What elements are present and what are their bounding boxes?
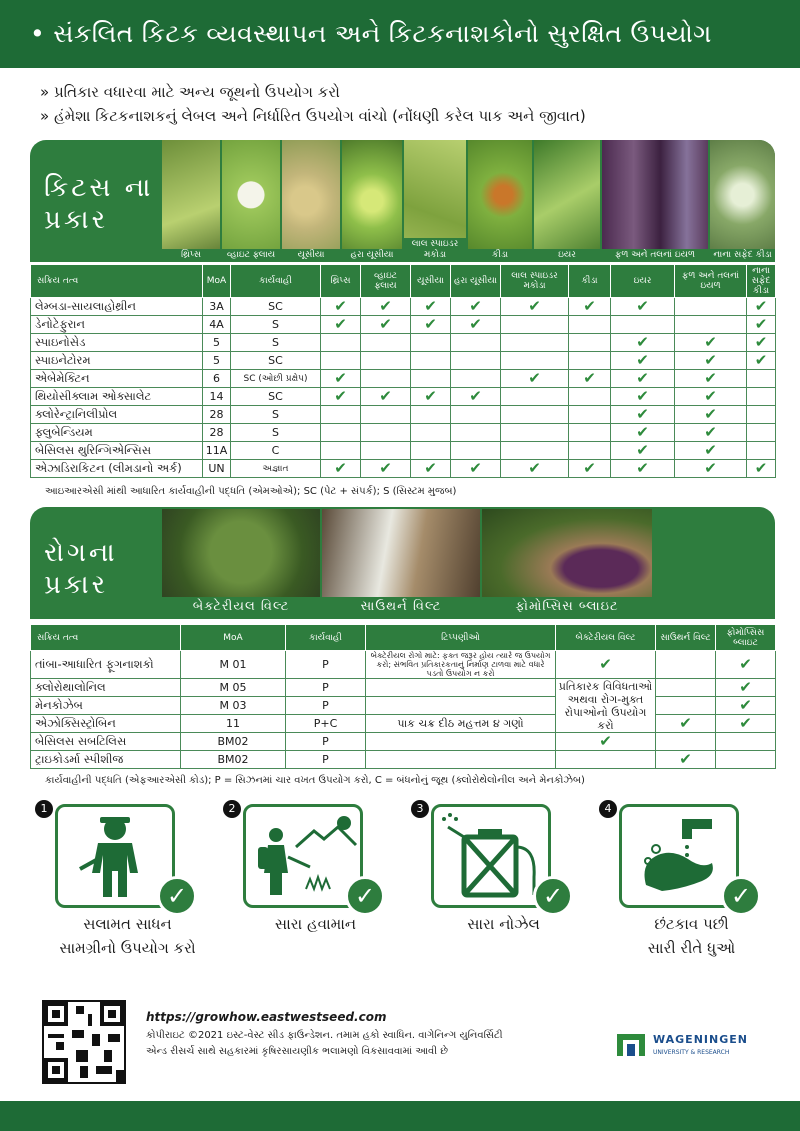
check-cell (611, 460, 675, 478)
check-cell (716, 733, 776, 751)
table-row: સ્પાઇનેટોરમ 5 SC ✔ ✔ ✔ (31, 352, 776, 370)
check-icon: ✔ (739, 678, 752, 696)
check-cell (501, 442, 569, 460)
disease-table-header: સક્રિય તત્વ MoA કાર્યવાહી ટિપ્પણીઓ બેક્ટેરીયલ વિલ્ટ સાઉથર્ન વિલ્ટ ફોમોપ્સિસ બ્લાઇટ (31, 625, 776, 651)
check-icon: ✔ (583, 297, 596, 315)
check-icon: ✔ (379, 315, 392, 333)
check-icon: ✔ (424, 315, 437, 333)
page-title: • સંકલિત કિટક વ્યવસ્થાપન અને કિટકનાશકોનો સુરક્ષિત ઉપયોગ (0, 0, 800, 68)
check-icon: ✔ (469, 315, 482, 333)
check-icon: ✔ (636, 441, 649, 459)
resistant-variety-note: પ્રતિકારક વિવિધતાઓ અથવા રોગ-મુક્ત રોપાઓનો ઉપયોગ કરો (556, 679, 656, 733)
check-cell (611, 424, 675, 442)
check-icon: ✔ (528, 369, 541, 387)
table-row: ટ્રાઇકોડર્મા સ્પીશીજ BM02 P ✔ (31, 751, 776, 769)
check-cell (675, 334, 747, 352)
check-cell (716, 651, 776, 679)
check-cell (569, 334, 611, 352)
check-cell (611, 334, 675, 352)
check-cell (451, 460, 501, 478)
check-cell (569, 370, 611, 388)
check-cell (747, 352, 776, 370)
check-icon: ✔ (599, 655, 612, 673)
pest-photo-spider-mite: લાલ સ્પાઇડર મકોડા (404, 140, 466, 262)
check-icon: ✔ (754, 351, 768, 369)
check-cell (675, 352, 747, 370)
check-icon: ✔ (424, 297, 437, 315)
check-cell (501, 298, 569, 316)
check-cell (411, 316, 451, 334)
check-cell (451, 406, 501, 424)
check-cell (569, 352, 611, 370)
check-cell (656, 715, 716, 733)
check-icon: ✔ (636, 423, 649, 441)
check-icon: ✔ (704, 459, 717, 477)
table-row: એબેમેક્ટિન 6 SC (ઓછી પ્રક્ષેપ) ✔ ✔ ✔ ✔ ✔ (31, 370, 776, 388)
check-icon: ✔ (636, 459, 649, 477)
check-icon: ✔ (636, 369, 649, 387)
check-icon: ✔ (704, 351, 717, 369)
check-cell (656, 651, 716, 679)
check-cell (361, 352, 411, 370)
check-cell (747, 334, 776, 352)
check-cell (451, 334, 501, 352)
pest-photo-green-aphid: હરા યૂસીયા (342, 140, 402, 262)
check-icon: ✔ (379, 459, 392, 477)
check-icon: ✔ (379, 387, 392, 405)
check-cell (675, 388, 747, 406)
check-icon: ✔ (424, 459, 437, 477)
check-icon: ✔ (636, 297, 649, 315)
check-icon: ✔ (754, 459, 768, 477)
check-icon: ✓ (345, 876, 385, 916)
check-icon: ✔ (583, 369, 596, 387)
bottom-bar (0, 1101, 800, 1131)
disease-photo-phomopsis-blight: ફોમોપ્સિસ બ્લાઇટ (482, 509, 652, 617)
check-cell (747, 388, 776, 406)
copper-note: બેક્ટેરીયલ રોગો માટે: ફક્ત જરૂર હોય ત્યારે જ ઉપયોગ કરો; સંભવિત પ્રતિકારકતાનું નિર્માણ ટાળવા માટે વધારે પડતો ઉપયોગ ન કરો (366, 651, 556, 679)
check-cell (361, 388, 411, 406)
check-icon: ✔ (739, 714, 752, 732)
check-cell (569, 424, 611, 442)
check-cell (451, 442, 501, 460)
table-row: એઝાડિરાકિટન (લીમડાનો અર્ક) UN અજ્ઞાત ✔ ✔ ✔ ✔ ✔ ✔ ✔ ✔ ✔ (31, 460, 776, 478)
check-cell (501, 370, 569, 388)
check-icon: ✔ (334, 387, 347, 405)
check-cell (451, 316, 501, 334)
check-cell (321, 298, 361, 316)
check-cell (747, 442, 776, 460)
check-icon: ✔ (599, 732, 612, 750)
check-cell (501, 460, 569, 478)
check-cell (716, 679, 776, 697)
website-link[interactable]: https://growhow.eastwestseed.com (146, 1010, 387, 1024)
pest-section-title: કિટસ ના પ્રકાર (44, 173, 154, 235)
check-cell (569, 406, 611, 424)
table-row: ક્લોરેન્ટ્રાનિલીપ્રોલ 28 S ✔ ✔ (31, 406, 776, 424)
pest-table (30, 264, 776, 478)
table-row: ડેનોટેફુરાન 4A S ✔ ✔ ✔ ✔ ✔ (31, 316, 776, 334)
check-cell (747, 298, 776, 316)
check-cell (321, 316, 361, 334)
check-cell (411, 298, 451, 316)
check-icon: ✔ (704, 441, 717, 459)
check-icon: ✔ (334, 315, 347, 333)
check-cell (361, 460, 411, 478)
check-cell (361, 442, 411, 460)
check-cell (451, 388, 501, 406)
check-icon: ✔ (679, 750, 692, 768)
check-cell (501, 424, 569, 442)
check-icon: ✔ (636, 351, 649, 369)
check-cell (321, 388, 361, 406)
check-cell (747, 316, 776, 334)
check-cell (716, 715, 776, 733)
check-cell (747, 370, 776, 388)
wash-hands-icon (622, 807, 736, 905)
check-cell (501, 388, 569, 406)
sprayer-nozzle-icon (434, 807, 548, 905)
table-row: બેસિલસ સબટિલિસ BM02 P ✔ (31, 733, 776, 751)
check-cell (501, 352, 569, 370)
table-row: લેમ્બડા-સાયલાહોથ્રીન 3A SC ✔ ✔ ✔ ✔ ✔ ✔ ✔ ✔ (31, 298, 776, 316)
check-cell (611, 298, 675, 316)
check-cell (361, 298, 411, 316)
bullet-item: » પ્રતિકાર વધારવા માટે અન્ય જૂથનો ઉપયોગ કરો (40, 83, 340, 101)
check-cell (411, 460, 451, 478)
check-icon: ✔ (704, 369, 717, 387)
check-icon: ✔ (469, 387, 482, 405)
check-icon: ✔ (739, 655, 752, 673)
check-icon: ✔ (754, 297, 768, 315)
check-icon: ✔ (636, 405, 649, 423)
check-icon: ✔ (636, 333, 649, 351)
check-cell (411, 388, 451, 406)
check-cell (501, 316, 569, 334)
table-row: તાંબા-આધારિત ફૂગનાશકો M 01 P બેક્ટેરીયલ રોગો માટે: ફક્ત જરૂર હોય ત્યારે જ ઉપયોગ કરો; સંભવિત પ્રતિકારકતાનું નિર્માણ ટાળવા માટે વધારે પડતો ઉપયોગ ન કરો ✔ ✔ (31, 651, 776, 679)
check-icon: ✓ (157, 876, 197, 916)
check-cell (569, 460, 611, 478)
check-cell (569, 442, 611, 460)
disease-table (30, 624, 776, 769)
check-cell (569, 316, 611, 334)
check-cell (716, 697, 776, 715)
table-row: સ્પાઇનોસેડ 5 S ✔ ✔ ✔ (31, 334, 776, 352)
table-row: બેસિલસ થુરિન્ગિએન્સિસ 11A C ✔ ✔ (31, 442, 776, 460)
check-icon: ✔ (334, 297, 347, 315)
check-cell (675, 370, 747, 388)
check-cell (321, 460, 361, 478)
check-cell (451, 298, 501, 316)
check-cell (321, 334, 361, 352)
protective-suit-icon (58, 807, 172, 905)
table-row: ક્લોરોથાલોનિલ M 05 P પ્રતિકારક વિવિધતાઓ અથવા રોગ-મુક્ત રોપાઓનો ઉપયોગ કરો ✔ (31, 679, 776, 697)
safety-step-1: 1 ✓ સલામત સાધન સામગ્રીનો ઉપયોગ કરો (35, 800, 220, 970)
check-cell (321, 442, 361, 460)
pest-photo-thrips: થ્રિપ્સ (162, 140, 220, 262)
check-cell (361, 316, 411, 334)
check-cell (556, 733, 656, 751)
check-icon: ✔ (379, 297, 392, 315)
check-icon: ✔ (704, 387, 717, 405)
check-cell (675, 316, 747, 334)
check-cell (361, 424, 411, 442)
check-cell (361, 370, 411, 388)
good-weather-icon (246, 807, 360, 905)
disease-photo-southern-wilt: સાઉથર્ન વિલ્ટ (322, 509, 480, 617)
pest-photo-mealybug: નાના સફેદ કીડા (710, 140, 775, 262)
check-cell (451, 424, 501, 442)
check-cell (556, 651, 656, 679)
table-row: થિયોસીક્લામ ઓક્સાલેટ 14 SC ✔ ✔ ✔ ✔ ✔ ✔ (31, 388, 776, 406)
disease-photo-bacterial-wilt: બેક્ટેરીયલ વિલ્ટ (162, 509, 320, 617)
check-cell (611, 352, 675, 370)
check-icon: ✔ (583, 459, 596, 477)
check-icon: ✔ (679, 714, 692, 732)
copyright-text: કોપીરાઇટ ©2021 ઇસ્ટ-વેસ્ટ સીડ ફાઉન્ડેશન. તમામ હકો સ્વાધિન. વાગેનિન્ગ યુનિવર્સિટી એન્ડ રીસર્ચ સાથે સહકારમાં કૃષિરસાયણીક ભલામણો વિકસાવવામાં આવી છે (146, 1030, 503, 1057)
pest-photo-whitefly: વ્હાઇટ ફ્લાય (222, 140, 280, 262)
check-icon: ✔ (704, 423, 717, 441)
check-cell (656, 697, 716, 715)
check-cell (656, 733, 716, 751)
check-icon: ✔ (754, 315, 768, 333)
check-cell (675, 406, 747, 424)
check-cell (747, 460, 776, 478)
check-cell (611, 388, 675, 406)
check-icon: ✓ (533, 876, 573, 916)
table-row: એઝોક્સિસ્ટ્રોબિન 11 P+C પાક ચક્ર દીઠ મહત્તમ ૪ ગણો ✔ ✔ (31, 715, 776, 733)
pest-photo-caterpillar: ઇયર (534, 140, 600, 262)
check-icon: ✔ (528, 297, 541, 315)
check-cell (611, 316, 675, 334)
disease-section-title: રોગના પ્રકાર (44, 538, 118, 600)
check-icon: ✔ (636, 387, 649, 405)
pest-photo-beetle: કીડા (468, 140, 532, 262)
check-cell (411, 352, 451, 370)
check-icon: ✔ (469, 297, 482, 315)
check-cell (611, 370, 675, 388)
check-cell (569, 298, 611, 316)
check-cell (611, 442, 675, 460)
check-icon: ✔ (754, 333, 768, 351)
pest-photo-aphid: યૂસીયા (282, 140, 340, 262)
qr-code (42, 1000, 126, 1084)
check-cell (411, 424, 451, 442)
check-cell (656, 751, 716, 769)
bullet-item: » હંમેશા કિટકનાશકનું લેબલ અને નિર્ધારિત ઉપયોગ વાંચો (નોંધણી કરેલ પાક અને જીવાત) (40, 107, 586, 125)
azoxystrobin-note: પાક ચક્ર દીઠ મહત્તમ ૪ ગણો (366, 715, 556, 733)
check-icon: ✔ (739, 696, 752, 714)
check-cell (361, 334, 411, 352)
check-cell (675, 460, 747, 478)
check-cell (675, 298, 747, 316)
table-row: મેનકોઝેબ M 03 P ✔ (31, 697, 776, 715)
check-cell (716, 751, 776, 769)
check-icon: ✔ (334, 459, 347, 477)
check-icon: ✔ (704, 405, 717, 423)
pest-footnote: આઇઆરએસી માંથી આધારિત કાર્યવાહીની પદ્ધતિ (એમઓએ); SC (પેટ + સંપર્ક); S (સિસ્ટમ મુજબ) (45, 486, 457, 497)
wageningen-logo: WAGENINGEN UNIVERSITY & RESEARCH (615, 1030, 765, 1062)
check-cell (747, 424, 776, 442)
check-cell (675, 442, 747, 460)
check-cell (556, 751, 656, 769)
bullet-list (40, 80, 780, 128)
check-cell (411, 370, 451, 388)
check-cell (675, 424, 747, 442)
check-cell (501, 334, 569, 352)
check-cell (411, 334, 451, 352)
check-cell (611, 406, 675, 424)
safety-step-2: 2 ✓ સારા હવામાન (223, 800, 408, 970)
check-cell (321, 370, 361, 388)
check-icon: ✔ (424, 387, 437, 405)
check-cell (361, 406, 411, 424)
check-cell (411, 442, 451, 460)
check-cell (321, 424, 361, 442)
check-cell (451, 370, 501, 388)
check-icon: ✔ (704, 333, 717, 351)
safety-step-4: 4 ✓ છંટકાવ પછી સારી રીતે ધુઓ (599, 800, 784, 970)
check-icon: ✔ (334, 369, 347, 387)
check-cell (656, 679, 716, 697)
check-cell (321, 406, 361, 424)
check-icon: ✓ (721, 876, 761, 916)
disease-footnote: કાર્યવાહીની પદ્ધતિ (એફઆરએસી કોડ); P = સિઝનમાં ચાર વખત ઉપયોગ કરો, C = બંધનોનું જૂથ (ક્લોરોથેલોનીલ અને મેનકોઝેબ) (45, 775, 585, 786)
check-cell (411, 406, 451, 424)
check-icon: ✔ (469, 459, 482, 477)
check-cell (321, 352, 361, 370)
check-cell (501, 406, 569, 424)
check-icon: ✔ (528, 459, 541, 477)
check-cell (747, 406, 776, 424)
check-cell (569, 388, 611, 406)
pest-table-header: સક્રિય તત્વ MoA કાર્યવાહી થ્રિપ્સ વ્હાઇટ ફ્લાય યૂસીયા હરા યૂસીયા લાલ સ્પાઇડર મકોડા કીડા ઇયર ફળ અને તલનાં ઇયળ નાના સફેદ કીડા (31, 265, 776, 298)
check-cell (451, 352, 501, 370)
safety-step-3: 3 ✓ સારા નોઝેલ (411, 800, 596, 970)
table-row: ફ્લુબેન્ડિયમ 28 S ✔ ✔ (31, 424, 776, 442)
pest-photo-fruit-borer: ફળ અને તલનાં ઇયળ (602, 140, 708, 262)
